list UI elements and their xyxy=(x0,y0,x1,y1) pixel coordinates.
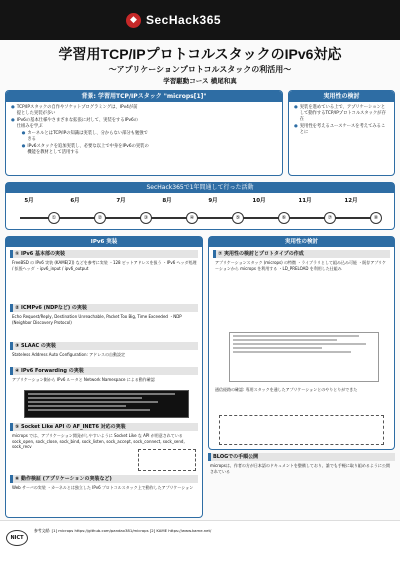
background-col-left: ● TCP/IPスタックの自作やソケットプログラミングは、IPv4が前提とした実装が多い ● IPv6の基本仕様やさまざまな拡張に対して、実装をするIPv6の仕組みを学ぶ xyxy=(11,105,139,129)
background-item-2: IPv6の基本仕様やさまざまな拡張に対して、実装をするIPv6の仕組みを学ぶ xyxy=(16,118,139,129)
section-heading: ⑤ Socket Like API の AF_INET6 対応の実装 xyxy=(10,423,198,431)
background-col-right: ● カーネルとはTCP/IPの知識は実装し、分からない部分も勉強できる ● IPv6スタックを追加実装し、必要な以上で中身をIPv6の実装の機能を教材として活用する xyxy=(21,131,149,155)
practical-review-panel xyxy=(208,236,395,450)
section-text: Echo Request/Reply, Destination Unreachable, Packet Too Big, Time Exceeded ・NDP (Neighbor Discovery Protocol) xyxy=(12,314,182,325)
blog-heading: BLOGでの手順公開 xyxy=(208,453,395,461)
footer-text: 参考文献: [1] microps https://github.com/pandax381/microps [2] KAME https://www.kame.net/ xyxy=(34,528,212,533)
timeline-step: ② xyxy=(94,212,106,224)
timeline-heading: SecHack365で1年間通して行った活動 xyxy=(6,183,394,193)
background-item-4: IPv6スタックを追加実装し、必要な以上で中身をIPv6の実装の機能を教材として活用する xyxy=(27,144,149,155)
blog-text: micropsは、作者の方が日本語のドキュメントを整備しており、誰でも手軽に取り組めるように公開されている xyxy=(210,463,390,474)
timeline-month: 9月 xyxy=(208,198,218,204)
code-screenshot xyxy=(229,332,379,382)
timeline-step: ① xyxy=(48,212,60,224)
section-text: アプリケーション側から IPv6 ルータと Network Namespace による動作確認 xyxy=(12,377,155,382)
socket-diagram xyxy=(138,449,196,471)
timeline-month: 7月 xyxy=(116,198,126,204)
section-text: 通信経路の確認: 専用スタックを通したアプリケーションとのやりとりができた xyxy=(215,387,358,392)
poster-title: 学習用TCP/IPプロトコルスタックのIPv6対応 xyxy=(58,46,342,62)
timeline-month: 12月 xyxy=(344,198,358,204)
ipv6-implementation-heading: IPv6 実装 xyxy=(6,237,202,247)
practical-review-heading: 実用性の検討 xyxy=(209,237,394,247)
timeline-step: ⑧ xyxy=(370,212,382,224)
logo-text: SecHack365 xyxy=(146,13,222,27)
background-item-3: カーネルとはTCP/IPの知識は実装し、分からない部分も勉強できる xyxy=(27,131,148,142)
section-heading: ⑦ 実用性の検討とプロトタイプの作成 xyxy=(213,250,390,258)
implementation-review-box: 実用性の検討 ● 実装を進めている上で、アプリケーションとして動作するTCP/IPプロトコルスタックが存在 ● 実用性を考えるユースケースを考えてみることに xyxy=(288,90,395,176)
poster-author: 学習駆動コース 横尾和真 xyxy=(163,77,237,85)
review-item-2: 実用性を考えるユースケースを考えてみることに xyxy=(299,124,386,135)
timeline-step: ⑤ xyxy=(232,212,244,224)
timeline-step: ⑦ xyxy=(324,212,336,224)
timeline-month: 6月 xyxy=(70,198,80,204)
nict-logo: NICT xyxy=(6,530,28,546)
ipv6-implementation-panel xyxy=(5,236,203,518)
timeline-month: 8月 xyxy=(162,198,172,204)
communication-diagram xyxy=(219,415,384,445)
timeline-step: ③ xyxy=(140,212,152,224)
section-heading: ① IPv6 基本部の実装 xyxy=(10,250,198,258)
timeline xyxy=(5,182,395,230)
section-text: Stateless Address Auto Configuration: アドレスの自動設定 xyxy=(12,352,125,357)
poster-subtitle: 〜アプリケーションプロトコルスタックの利活用〜 xyxy=(108,65,292,74)
section-text: アプリケーションスタック (microps) の特徴 ・ライブラリとして組み込み可能 ・既存アプリケーションから microps を利用する ・LD_PRELOAD を利用した仕組み xyxy=(215,260,387,271)
section-heading: ③ SLAAC の実装 xyxy=(10,342,198,350)
section-heading: ④ IPv6 Forwarding の実装 xyxy=(10,367,198,375)
timeline-month: 10月 xyxy=(252,198,266,204)
timeline-month: 11月 xyxy=(298,198,312,204)
background-heading: 背景: 学習用TCP/IPスタック "microps[1]" xyxy=(6,91,282,102)
timeline-step: ④ xyxy=(186,212,198,224)
section-heading: ② ICMPv6 (NDPなど) の実装 xyxy=(10,304,198,312)
terminal-screenshot xyxy=(24,390,189,418)
timeline-month: 5月 xyxy=(24,198,34,204)
background-item-1: TCP/IPスタックの自作やソケットプログラミングは、IPv4が前提とした実装が多い xyxy=(16,105,138,116)
implementation-review-heading: 実用性の検討 xyxy=(289,91,394,102)
timeline-step: ⑥ xyxy=(278,212,290,224)
header-bar xyxy=(0,0,400,40)
blog-section xyxy=(208,453,395,508)
logo-shield-icon: ◆ xyxy=(126,13,141,28)
section-text: Web サーバの実装 ・カーネルとは独立した IPv6 プロトコルスタック上で動作したアプリケーション xyxy=(12,485,194,490)
section-heading: ⑥ 動作検証 (アプリケーションの実装など) xyxy=(10,475,198,483)
section-text: microps では、アプリケーション開発がしやすいように Socket Like な API が用意されている sock_open, sock_close, sock_bind, sock_listen, sock_accept, sock_connect, sock_send, sock_recv xyxy=(12,433,185,449)
section-text: FreeBSD の IPv6 実装 (KAME[2]) などを参考に実装 ・128 ビットアドレスを扱う ・IPv6 ヘッダ処理 / 拡張ヘッダ ・ipv6_input / ipv6_output xyxy=(12,260,197,271)
footer xyxy=(0,520,400,565)
background-box xyxy=(5,90,283,176)
logo xyxy=(126,10,274,30)
review-item-1: 実装を進めている上で、アプリケーションとして動作するTCP/IPプロトコルスタックが存在 xyxy=(299,105,386,122)
background-body xyxy=(11,105,277,157)
